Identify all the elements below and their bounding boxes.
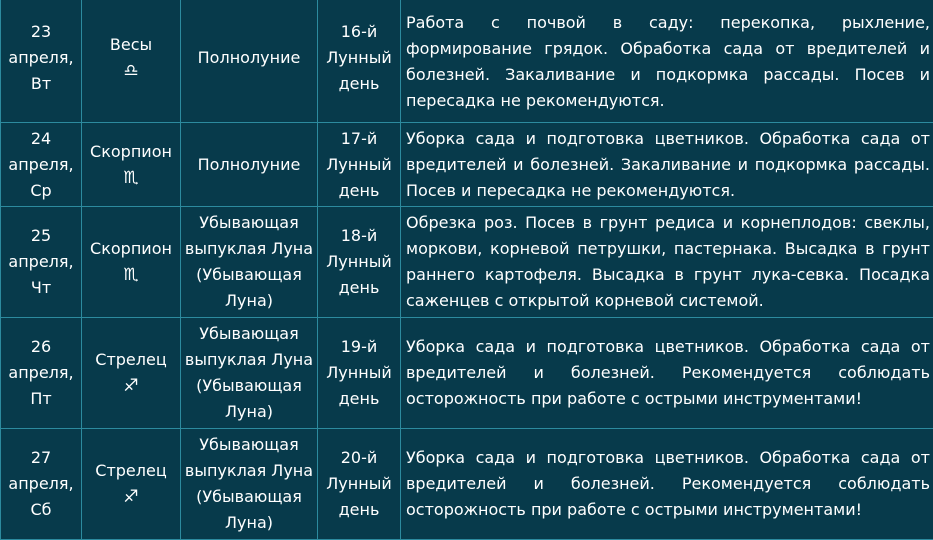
date-cell: 27 апреля, Сб	[1, 429, 82, 540]
lunar-day-cell: 20-й Лунный день	[318, 429, 401, 540]
scorpio-icon: ♏	[85, 262, 177, 288]
zodiac-cell	[82, 0, 181, 123]
sagittarius-icon: ♐	[85, 484, 177, 510]
recommendation-cell: Уборка сада и подготовка цветников. Обработка сада от вредителей и болезней. Рекомендуется соблюдать осторожность при работе с острыми инструментами!	[401, 429, 933, 540]
moon-phase-cell: Полнолуние	[181, 123, 318, 207]
zodiac-cell	[82, 123, 181, 207]
table-row	[1, 0, 933, 123]
moon-phase-cell: Полнолуние	[181, 0, 318, 123]
table-row	[1, 429, 933, 540]
date-cell: 23 апреля, Вт	[1, 0, 82, 123]
zodiac-cell	[82, 429, 181, 540]
zodiac-name: Весы	[110, 35, 152, 54]
table-row	[1, 318, 933, 429]
lunar-day-cell: 17-й Лунный день	[318, 123, 401, 207]
zodiac-cell	[82, 318, 181, 429]
zodiac-name: Стрелец	[95, 461, 166, 480]
moon-phase-cell: Убывающая выпуклая Луна (Убывающая Луна)	[181, 429, 318, 540]
date-cell: 26 апреля, Пт	[1, 318, 82, 429]
moon-phase-cell: Убывающая выпуклая Луна (Убывающая Луна)	[181, 318, 318, 429]
recommendation-cell: Обрезка роз. Посев в грунт редиса и корнеплодов: свеклы, моркови, корневой петрушки, пастернака. Высадка в грунт раннего картофеля. Высадка в грунт лука-севка. Посадка саженцев с открытой корневой системой.	[401, 207, 933, 318]
recommendation-cell: Работа с почвой в саду: перекопка, рыхление, формирование грядок. Обработка сада от вредителей и болезней. Закаливание и подкормка рассады. Посев и пересадка не рекомендуются.	[401, 0, 933, 123]
date-cell: 25 апреля, Чт	[1, 207, 82, 318]
recommendation-cell: Уборка сада и подготовка цветников. Обработка сада от вредителей и болезней. Рекомендуется соблюдать осторожность при работе с острыми инструментами!	[401, 318, 933, 429]
lunar-day-cell: 19-й Лунный день	[318, 318, 401, 429]
date-cell: 24 апреля, Ср	[1, 123, 82, 207]
lunar-day-cell: 16-й Лунный день	[318, 0, 401, 123]
sagittarius-icon: ♐	[85, 373, 177, 399]
zodiac-name: Стрелец	[95, 350, 166, 369]
recommendation-cell: Уборка сада и подготовка цветников. Обработка сада от вредителей и болезней. Закаливание и подкормка рассады. Посев и пересадка не рекомендуются.	[401, 123, 933, 207]
scorpio-icon: ♏	[85, 165, 177, 191]
zodiac-name: Скорпион	[90, 142, 172, 161]
table-row	[1, 207, 933, 318]
moon-phase-cell: Убывающая выпуклая Луна (Убывающая Луна)	[181, 207, 318, 318]
zodiac-cell	[82, 207, 181, 318]
libra-icon: ♎	[85, 58, 177, 84]
table-row	[1, 123, 933, 207]
lunar-day-cell: 18-й Лунный день	[318, 207, 401, 318]
zodiac-name: Скорпион	[90, 239, 172, 258]
